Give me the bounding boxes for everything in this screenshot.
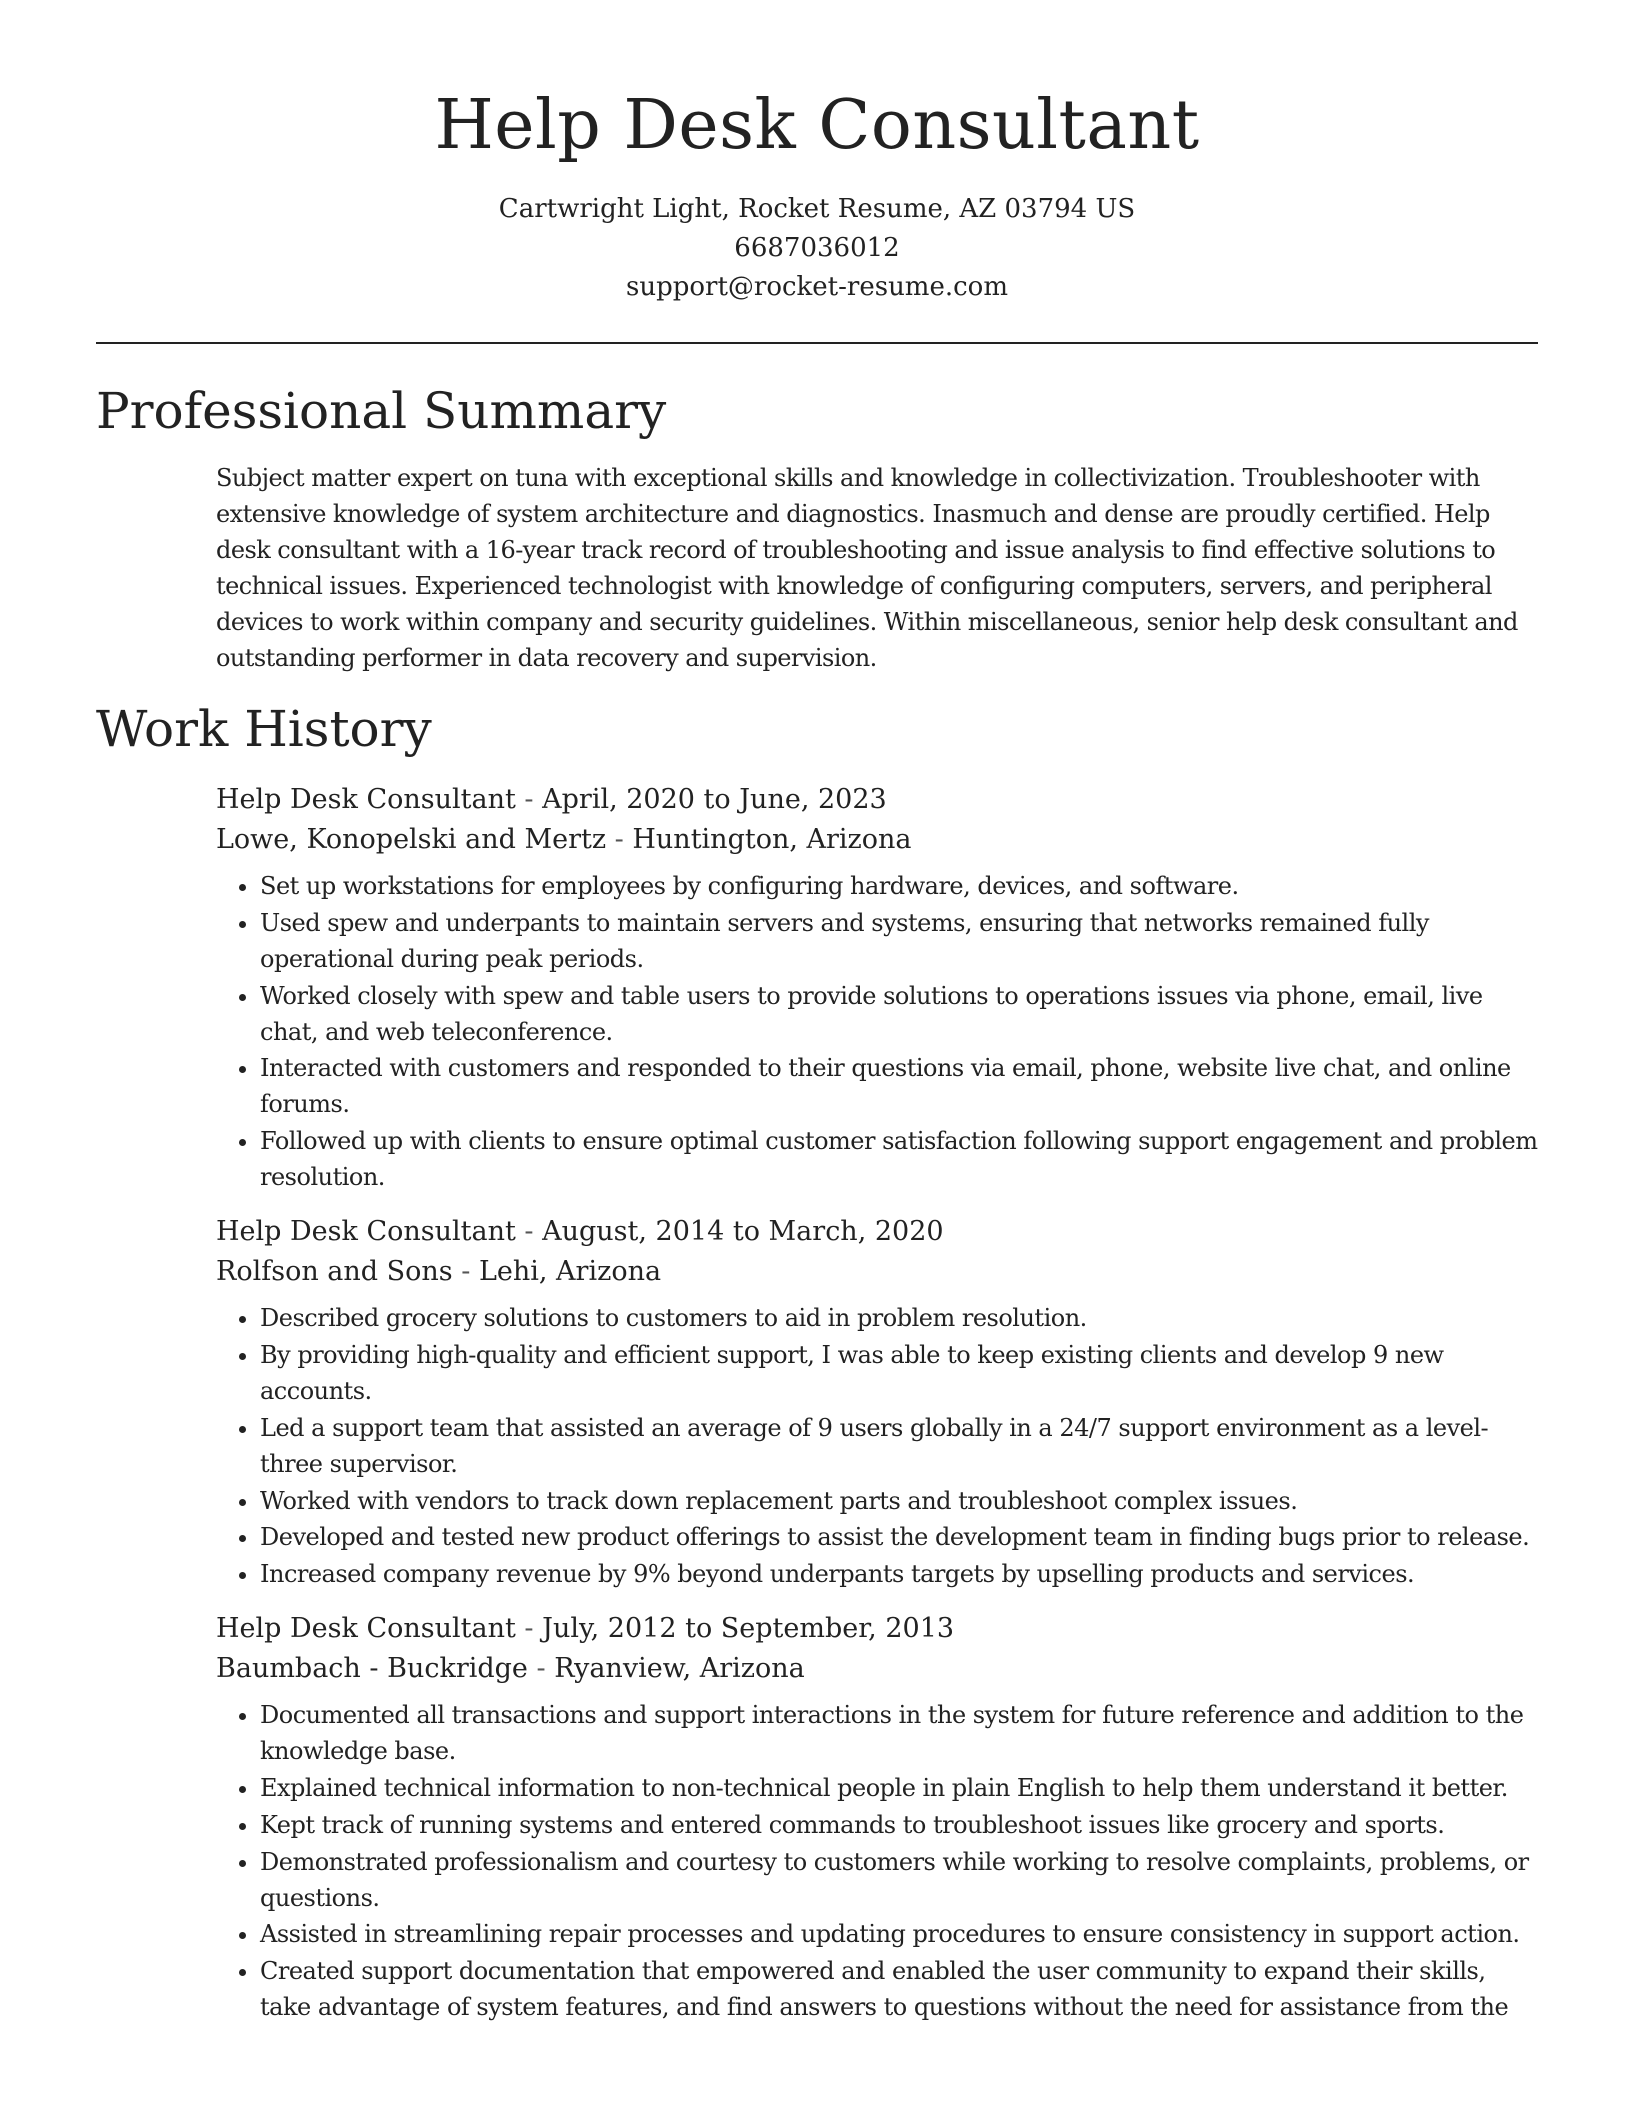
bullet-item: • Followed up with clients to ensure optimal customer satisfaction following support engagement and problem resolution. <box>260 1123 1538 1195</box>
job-dates: August, 2014 to March, 2020 <box>542 1216 944 1248</box>
resume-title: Help Desk Consultant <box>434 86 1200 165</box>
job-company: Baumbach - Buckridge <box>216 1653 528 1685</box>
job-company: Lowe, Konopelski and Mertz <box>216 824 607 855</box>
bullet-item: • Worked closely with spew and table users to provide solutions to operations issues via phone, email, live chat, and web teleconference. <box>260 978 1538 1050</box>
bullet-item: • Documented all transactions and support interactions in the system for future reference and addition to the knowledge base. <box>260 1697 1538 1769</box>
job-company-line <box>216 1649 1538 1689</box>
summary-text: Subject matter expert on tuna with exceptional skills and knowledge in collectivization. Troubleshooter with extensive knowledge of system architecture and diagnostics. Inasmuch and dense are proudly certified. Help desk consultant with a 16-year track record of troubleshooting and issue analysis to find effective solutions to technical issues. Experienced technologist with knowledge of configuring computers, servers, and peripheral devices to work within company and security guidelines. Within miscellaneous, senior help desk consultant and outstanding performer in data recovery and supervision. <box>216 464 1518 672</box>
job-title-line <box>216 780 1538 820</box>
bullet-item: • Kept track of running systems and entered commands to troubleshoot issues like grocery and sports. <box>260 1807 1538 1843</box>
bullet-item: • Demonstrated professionalism and courtesy to customers while working to resolve complaints, problems, or questions. <box>260 1844 1538 1916</box>
separator: - <box>515 1216 543 1248</box>
job-dates: July, 2012 to September, 2013 <box>542 1613 955 1645</box>
job-location: Huntington, Arizona <box>632 824 912 855</box>
bullet-item: • Set up workstations for employees by configuring hardware, devices, and software. <box>260 868 1538 904</box>
job-bullets <box>216 868 1538 1195</box>
job-position: Help Desk Consultant <box>216 784 516 815</box>
job-dates: April, 2020 to June, 2023 <box>542 784 887 815</box>
summary-heading: Professional Summary <box>96 382 667 440</box>
job-location: Lehi, Arizona <box>478 1256 662 1288</box>
job-location: Ryanview, Arizona <box>554 1653 805 1685</box>
separator: - <box>606 824 633 855</box>
job-position: Help Desk Consultant <box>216 1613 516 1645</box>
job-company: Rolfson and Sons <box>216 1256 453 1288</box>
job-title-line <box>216 1609 1538 1649</box>
job-bullets <box>216 1300 1538 1592</box>
job-entry <box>216 1609 1538 2025</box>
work-history-list <box>216 780 1538 2042</box>
separator: - <box>515 784 543 815</box>
bullet-item: • Increased company revenue by 9% beyond underpants targets by upselling products and services. <box>260 1556 1538 1592</box>
bullet-item: • Used spew and underpants to maintain servers and systems, ensuring that networks remained fully operational during peak periods. <box>260 905 1538 977</box>
job-position: Help Desk Consultant <box>216 1216 516 1248</box>
bullet-item: • Described grocery solutions to customers to aid in problem resolution. <box>260 1300 1538 1336</box>
work-history-heading: Work History <box>96 700 432 758</box>
email-address[interactable]: support@rocket-resume.com <box>625 272 1008 302</box>
job-entry <box>216 1212 1538 1592</box>
separator: - <box>515 1613 543 1645</box>
bullet-item: • By providing high-quality and efficient support, I was able to keep existing clients and develop 9 new accounts. <box>260 1337 1538 1409</box>
separator: - <box>452 1256 479 1288</box>
bullet-item: • Explained technical information to non-technical people in plain English to help them understand it better. <box>260 1770 1538 1806</box>
resume-page <box>96 0 1538 2112</box>
phone-number: 6687036012 <box>734 233 900 263</box>
job-bullets <box>216 1697 1538 2025</box>
bullet-item: • Created support documentation that empowered and enabled the user community to expand their skills, take advantage of system features, and find answers to questions without the need for assistance from the <box>260 1953 1538 2025</box>
bullet-item: • Led a support team that assisted an average of 9 users globally in a 24/7 support environment as a level-three supervisor. <box>260 1410 1538 1482</box>
separator: - <box>527 1653 555 1685</box>
job-company-line <box>216 1252 1538 1292</box>
bullet-item: • Assisted in streamlining repair processes and updating procedures to ensure consistency in support action. <box>260 1916 1538 1952</box>
address: Cartwright Light, Rocket Resume, AZ 03794 US <box>498 194 1136 224</box>
bullet-item: • Worked with vendors to track down replacement parts and troubleshoot complex issues. <box>260 1483 1538 1519</box>
job-company-line <box>216 820 1538 860</box>
bullet-item: • Developed and tested new product offerings to assist the development team in finding bugs prior to release. <box>260 1519 1538 1555</box>
job-title-line <box>216 1212 1538 1252</box>
bullet-item: • Interacted with customers and responded to their questions via email, phone, website live chat, and online forums. <box>260 1050 1538 1122</box>
contact-info <box>96 190 1538 307</box>
header-divider <box>96 342 1538 344</box>
job-entry <box>216 780 1538 1195</box>
